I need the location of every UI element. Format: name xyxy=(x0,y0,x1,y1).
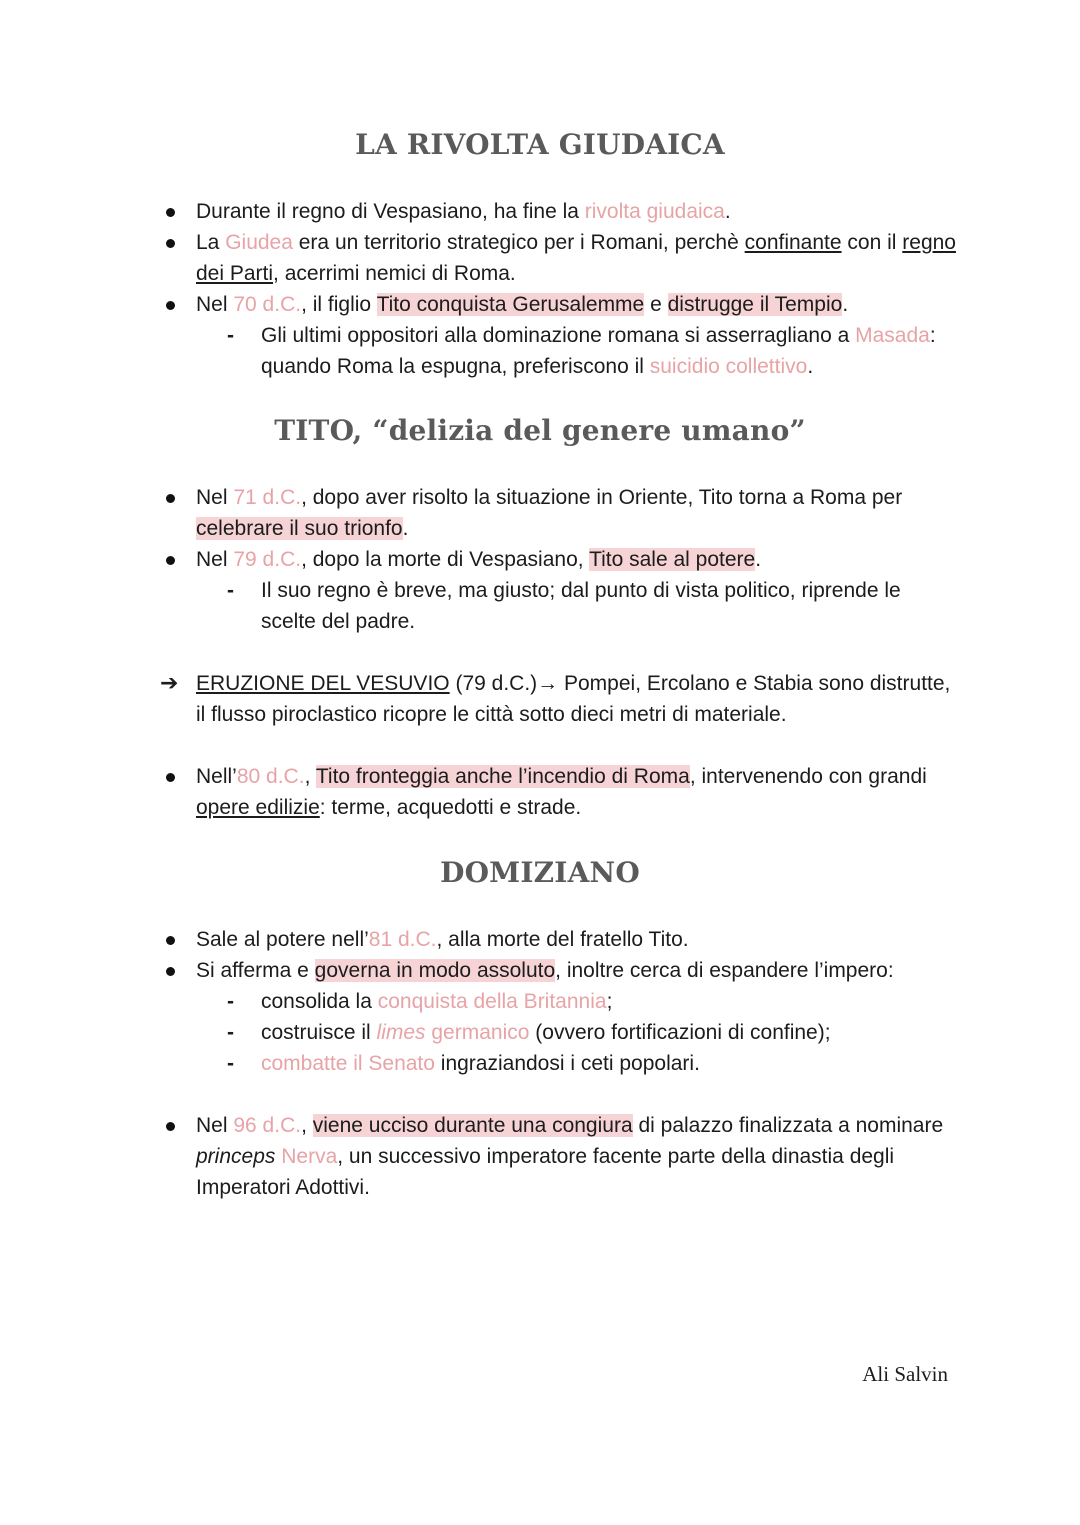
list-item xyxy=(160,761,960,823)
text: Nel xyxy=(196,486,234,509)
highlighted-text: distrugge il Tempio xyxy=(667,293,843,316)
text: Nel xyxy=(196,1114,234,1137)
text: . xyxy=(724,200,731,223)
highlighted-text: Tito fronteggia anche l’incendio di Roma xyxy=(315,765,690,788)
text: Nell’ xyxy=(196,765,237,788)
date-text: 81 d.C. xyxy=(368,928,437,951)
text: ; xyxy=(606,990,613,1013)
dash-icon: - xyxy=(227,324,234,347)
accent-text: combatte il Senato xyxy=(261,1052,435,1075)
list-item xyxy=(160,482,960,544)
text: Gli ultimi oppositori alla dominazione romana si asserragliano a xyxy=(261,324,856,347)
highlighted-text: Tito sale al potere xyxy=(589,548,756,571)
accent-text: Masada xyxy=(855,324,930,347)
date-text: 80 d.C. xyxy=(236,765,305,788)
sub-list-item xyxy=(160,1017,960,1048)
accent-text: suicidio collettivo xyxy=(649,355,808,378)
date-text: 79 d.C. xyxy=(233,548,302,571)
list-item xyxy=(160,289,960,320)
text: Durante il regno di Vespasiano, ha fine la xyxy=(196,200,585,223)
accent-italic-text: limes xyxy=(376,1021,426,1044)
text: con il xyxy=(841,231,903,254)
accent-text: Nerva xyxy=(275,1145,338,1168)
date-text: 71 d.C. xyxy=(233,486,302,509)
text: , inoltre cerca di espandere l’impero: xyxy=(555,959,894,982)
list-item xyxy=(160,1110,960,1203)
text: Si afferma e xyxy=(196,959,315,982)
text: : terme, acquedotti e strade. xyxy=(319,796,582,819)
accent-text: Giudea xyxy=(225,231,293,254)
arrow-item xyxy=(160,668,960,730)
text: consolida la xyxy=(261,990,378,1013)
date-text: 96 d.C. xyxy=(233,1114,302,1137)
list-item xyxy=(160,924,960,955)
text: . xyxy=(402,517,409,540)
text: , dopo la morte di Vespasiano, xyxy=(301,548,590,571)
text: Sale al potere nell’ xyxy=(196,928,369,951)
list-item xyxy=(160,196,960,227)
text: , alla morte del fratello Tito. xyxy=(436,928,689,951)
text: , dopo aver risolto la situazione in Oriente, Tito torna a Roma per xyxy=(301,486,903,509)
underlined-text: confinante xyxy=(744,231,842,254)
author-signature: Ali Salvin xyxy=(862,1362,948,1386)
sub-list-item xyxy=(160,575,960,637)
date-text: 70 d.C. xyxy=(233,293,302,316)
dash-icon: - xyxy=(227,579,234,602)
list-item xyxy=(160,227,960,289)
text: ingraziandosi i ceti popolari. xyxy=(434,1052,700,1075)
text: La xyxy=(196,231,226,254)
text: era un territorio strategico per i Romani, perchè xyxy=(292,231,745,254)
underlined-text: regno dei Parti xyxy=(196,231,956,285)
text: , un successivo imperatore facente parte della dinastia degli Imperatori Adottivi. xyxy=(196,1145,895,1199)
underlined-text: opere edilizie xyxy=(196,796,320,819)
dash-icon: - xyxy=(227,1052,234,1075)
section-title-tito: TITO, “delizia del genere umano” xyxy=(274,414,806,447)
text: Nel xyxy=(196,548,234,571)
text: Il suo regno è breve, ma giusto; dal punto di vista politico, riprende le scelte del padre. xyxy=(261,579,901,633)
text: costruisce il xyxy=(261,1021,377,1044)
text: . xyxy=(842,293,849,316)
section-domiziano-body xyxy=(160,924,960,1203)
section-tito-body xyxy=(160,482,960,823)
accent-text: conquista della Britannia xyxy=(377,990,607,1013)
text: , intervenendo con grandi xyxy=(689,765,927,788)
highlighted-text: Tito conquista Gerusalemme xyxy=(376,293,645,316)
text: : quando Roma la espugna, preferiscono il xyxy=(261,324,936,378)
section-title-rivolta: LA RIVOLTA GIUDAICA xyxy=(355,128,725,161)
text: (ovvero fortificazioni di confine); xyxy=(529,1021,831,1044)
text: , xyxy=(301,1114,313,1137)
sub-list-item xyxy=(160,1048,960,1079)
sub-list-item xyxy=(160,986,960,1017)
accent-text: germanico xyxy=(425,1021,530,1044)
dash-icon: - xyxy=(227,990,234,1013)
section-rivolta-body xyxy=(160,196,960,382)
text: , il figlio xyxy=(301,293,377,316)
text: (79 d.C.)→ Pompei, Ercolano e Stabia sono distrutte, il flusso piroclastico ricopre le città sotto dieci metri di materiale. xyxy=(196,672,951,726)
sub-list-item xyxy=(160,320,960,382)
text: Nel xyxy=(196,293,234,316)
italic-text: princeps xyxy=(196,1145,276,1168)
list-item xyxy=(160,955,960,986)
highlighted-text: viene ucciso durante una congiura xyxy=(312,1114,633,1137)
highlighted-text: governa in modo assoluto xyxy=(314,959,556,982)
text: . xyxy=(755,548,762,571)
text: . xyxy=(807,355,814,378)
text: di palazzo finalizzata a nominare xyxy=(632,1114,944,1137)
highlighted-text: celebrare il suo trionfo xyxy=(196,517,403,540)
dash-icon: - xyxy=(227,1021,234,1044)
accent-text: rivolta giudaica xyxy=(584,200,725,223)
text: e xyxy=(644,293,668,316)
underlined-text: ERUZIONE DEL VESUVIO xyxy=(196,672,450,695)
text: , acerrimi nemici di Roma. xyxy=(273,262,516,285)
section-title-domiziano: DOMIZIANO xyxy=(440,856,640,889)
arrow-icon: ➔ xyxy=(160,670,179,695)
list-item xyxy=(160,544,960,575)
text: , xyxy=(304,765,316,788)
